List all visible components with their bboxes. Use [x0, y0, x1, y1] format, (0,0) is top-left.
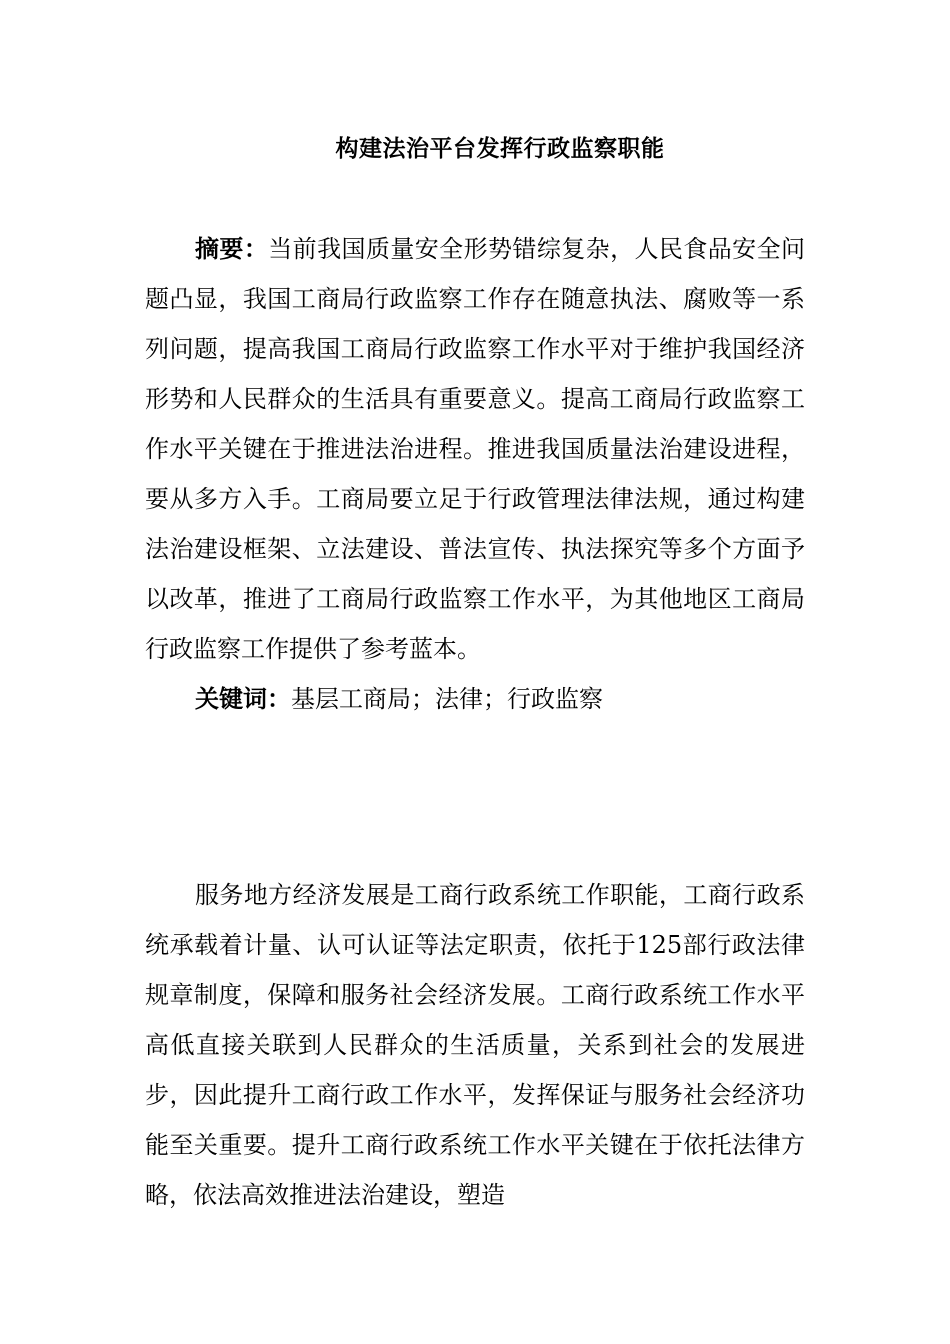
intro-section [145, 870, 805, 1220]
keywords-paragraph [145, 674, 805, 724]
abstract-label: 摘要： [195, 235, 269, 263]
keywords-text: 基层工商局；法律；行政监察 [291, 685, 603, 713]
abstract-text: 当前我国质量安全形势错综复杂，人民食品安全问题凸显，我国工商局行政监察工作存在随意执法、腐败等一系列问题，提高我国工商局行政监察工作水平对于维护我国经济形势和人民群众的生活具有重要意义。提高工商局行政监察工作水平关键在于推进法治进程。推进我国质量法治建设进程，要从多方入手。工商局要立足于行政管理法律法规，通过构建法治建设框架、立法建设、普法宣传、执法探究等多个方面予以改革，推进了工商局行政监察工作水平，为其他地区工商局行政监察工作提供了参考蓝本。 [145, 235, 805, 663]
abstract-section [145, 224, 805, 724]
document-title: 构建法治平台发挥行政监察职能 [335, 136, 665, 162]
abstract-paragraph [145, 224, 805, 674]
intro-paragraph: 服务地方经济发展是工商行政系统工作职能，工商行政系统承载着计量、认可认证等法定职责，依托于125部行政法律规章制度，保障和服务社会经济发展。工商行政系统工作水平高低直接关联到人民群众的生活质量，关系到社会的发展进步，因此提升工商行政工作水平，发挥保证与服务社会经济功能至关重要。提升工商行政系统工作水平关键在于依托法律方略，依法高效推进法治建设，塑造 [145, 881, 805, 1209]
keywords-label: 关键词： [195, 685, 291, 713]
